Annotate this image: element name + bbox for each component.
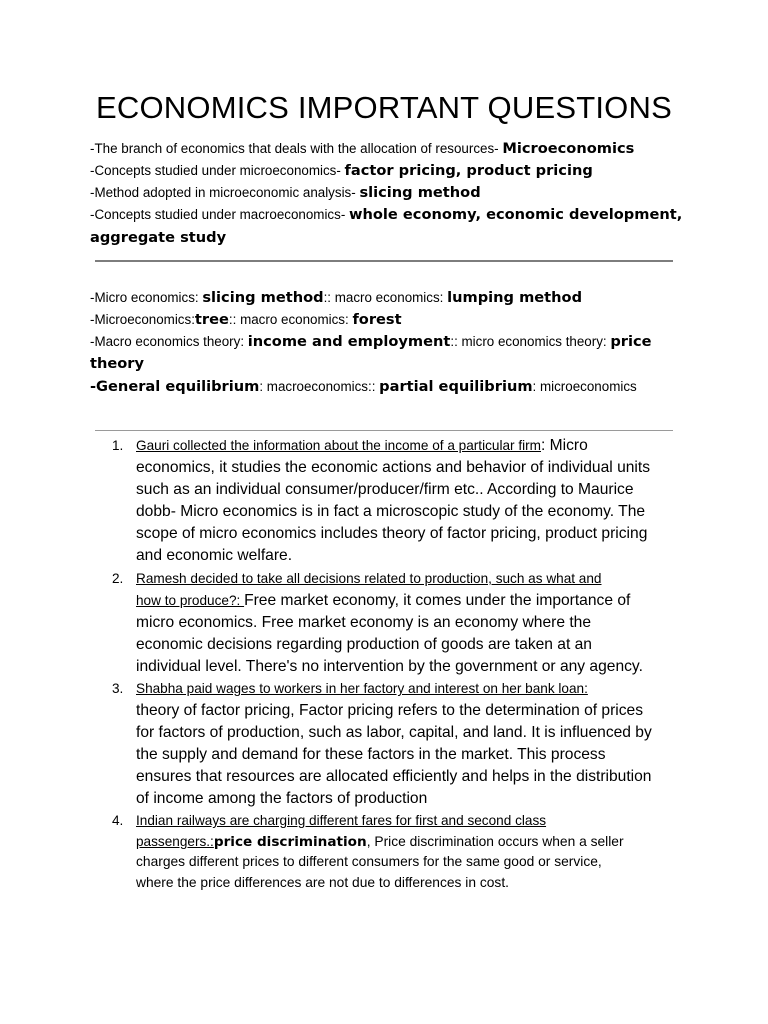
- question-text: Indian railways are charging different fares for first and second class: [136, 813, 547, 828]
- divider: [95, 260, 673, 262]
- answer-line: economics, it studies the economic actions and behavior of individual units: [136, 459, 651, 476]
- comparison-term: price: [610, 333, 652, 350]
- answer-term: price discrimination: [213, 834, 367, 850]
- answer-text: where the price differences are not due to differences in cost.: [136, 875, 509, 890]
- definition-text: -Concepts studied under macroeconomics-: [90, 207, 350, 222]
- comparison-line-2: [90, 309, 690, 331]
- answer-text: Free market economy, it comes under the importance of: [244, 592, 631, 609]
- comparison-term: slicing method: [202, 289, 324, 306]
- comparison-text: :: macro economics:: [228, 312, 353, 327]
- comparison-line-1: [90, 287, 690, 309]
- comparison-text: : macroeconomics::: [259, 379, 380, 394]
- question-line: [136, 590, 630, 612]
- answer-line: for factors of production, such as labor, capital, and land. It is influenced by: [136, 724, 652, 741]
- answer-line: [136, 851, 602, 873]
- definition-answer: Microeconomics: [502, 140, 635, 157]
- answer-line: micro economics. Free market economy is an economy where the: [136, 614, 591, 631]
- comparison-line-3-continued: [90, 353, 690, 375]
- comparison-term: partial equilibrium: [379, 378, 533, 395]
- comparison-term: income and employment: [247, 333, 451, 350]
- answer-text: , Price discrimination occurs when a seller: [366, 834, 624, 849]
- definition-answer: factor pricing, product pricing: [344, 162, 593, 179]
- question-text: Shabha paid wages to workers in her factory and interest on her bank loan:: [136, 681, 588, 696]
- answer-line: economic decisions regarding production of goods are taken at an: [136, 636, 592, 653]
- definition-answer: whole economy, economic development,: [349, 206, 683, 223]
- comparison-term: -General equilibrium: [90, 378, 260, 395]
- answer-line: such as an individual consumer/producer/firm etc.. According to Maurice: [136, 481, 634, 498]
- question-text: Gauri collected the information about the income of a particular firm: [136, 438, 541, 453]
- definition-text: -Method adopted in microeconomic analysis-: [90, 185, 360, 200]
- definition-text: -Concepts studied under microeconomics-: [90, 163, 345, 178]
- answer-line: dobb- Micro economics is in fact a microscopic study of the economy. The: [136, 503, 646, 520]
- comparison-text: -Micro economics:: [90, 290, 203, 305]
- question-text: Ramesh decided to take all decisions related to production, such as what and: [136, 571, 602, 586]
- definition-line-3: [90, 182, 690, 204]
- divider: [95, 430, 673, 431]
- answer-text: : Micro: [541, 437, 588, 454]
- question-number: 4.: [112, 813, 124, 828]
- comparison-text: -Macro economics theory:: [90, 334, 248, 349]
- answer-line: [136, 872, 509, 894]
- answer-text: charges different prices to different consumers for the same good or service,: [136, 854, 602, 869]
- answer-line: individual level. There's no intervention by the government or any agency.: [136, 658, 643, 675]
- comparison-text: -Microeconomics:: [90, 312, 195, 327]
- question-number: 3.: [112, 681, 124, 696]
- question-number: 1.: [112, 438, 124, 453]
- definition-answer: aggregate study: [90, 229, 227, 246]
- question-text: passengers.:: [136, 834, 214, 849]
- definition-line-4-continued: [90, 227, 690, 249]
- answer-line: of income among the factors of production: [136, 790, 428, 807]
- question-line: [136, 568, 602, 590]
- definition-line-2: [90, 160, 690, 182]
- question-line: [136, 810, 546, 832]
- question-line: [136, 435, 588, 457]
- comparison-term: lumping method: [447, 289, 583, 306]
- comparison-text: :: micro economics theory:: [450, 334, 611, 349]
- definition-answer: slicing method: [359, 184, 481, 201]
- definition-text: -The branch of economics that deals with the allocation of resources-: [90, 141, 503, 156]
- question-number: 2.: [112, 571, 124, 586]
- answer-line: and economic welfare.: [136, 547, 293, 564]
- answer-line: the supply and demand for these factors in the market. This process: [136, 746, 606, 763]
- comparison-line-3: [90, 331, 690, 353]
- question-line: [136, 831, 624, 853]
- answer-line: scope of micro economics includes theory of factor pricing, product pricing: [136, 525, 648, 542]
- comparison-term: forest: [352, 311, 402, 328]
- comparison-text: : microeconomics: [532, 379, 637, 394]
- page-title: ECONOMICS IMPORTANT QUESTIONS: [96, 90, 672, 125]
- comparison-text: :: macro economics:: [323, 290, 448, 305]
- question-line: [136, 678, 588, 700]
- comparison-line-4: [90, 376, 690, 398]
- question-text: how to produce?:: [136, 593, 245, 608]
- definition-line-4: [90, 204, 690, 226]
- comparison-term: tree: [194, 311, 229, 328]
- definition-line-1: [90, 138, 690, 160]
- answer-line: theory of factor pricing, Factor pricing refers to the determination of prices: [136, 702, 644, 719]
- comparison-term: theory: [90, 355, 144, 372]
- answer-line: ensures that resources are allocated efficiently and helps in the distribution: [136, 768, 652, 785]
